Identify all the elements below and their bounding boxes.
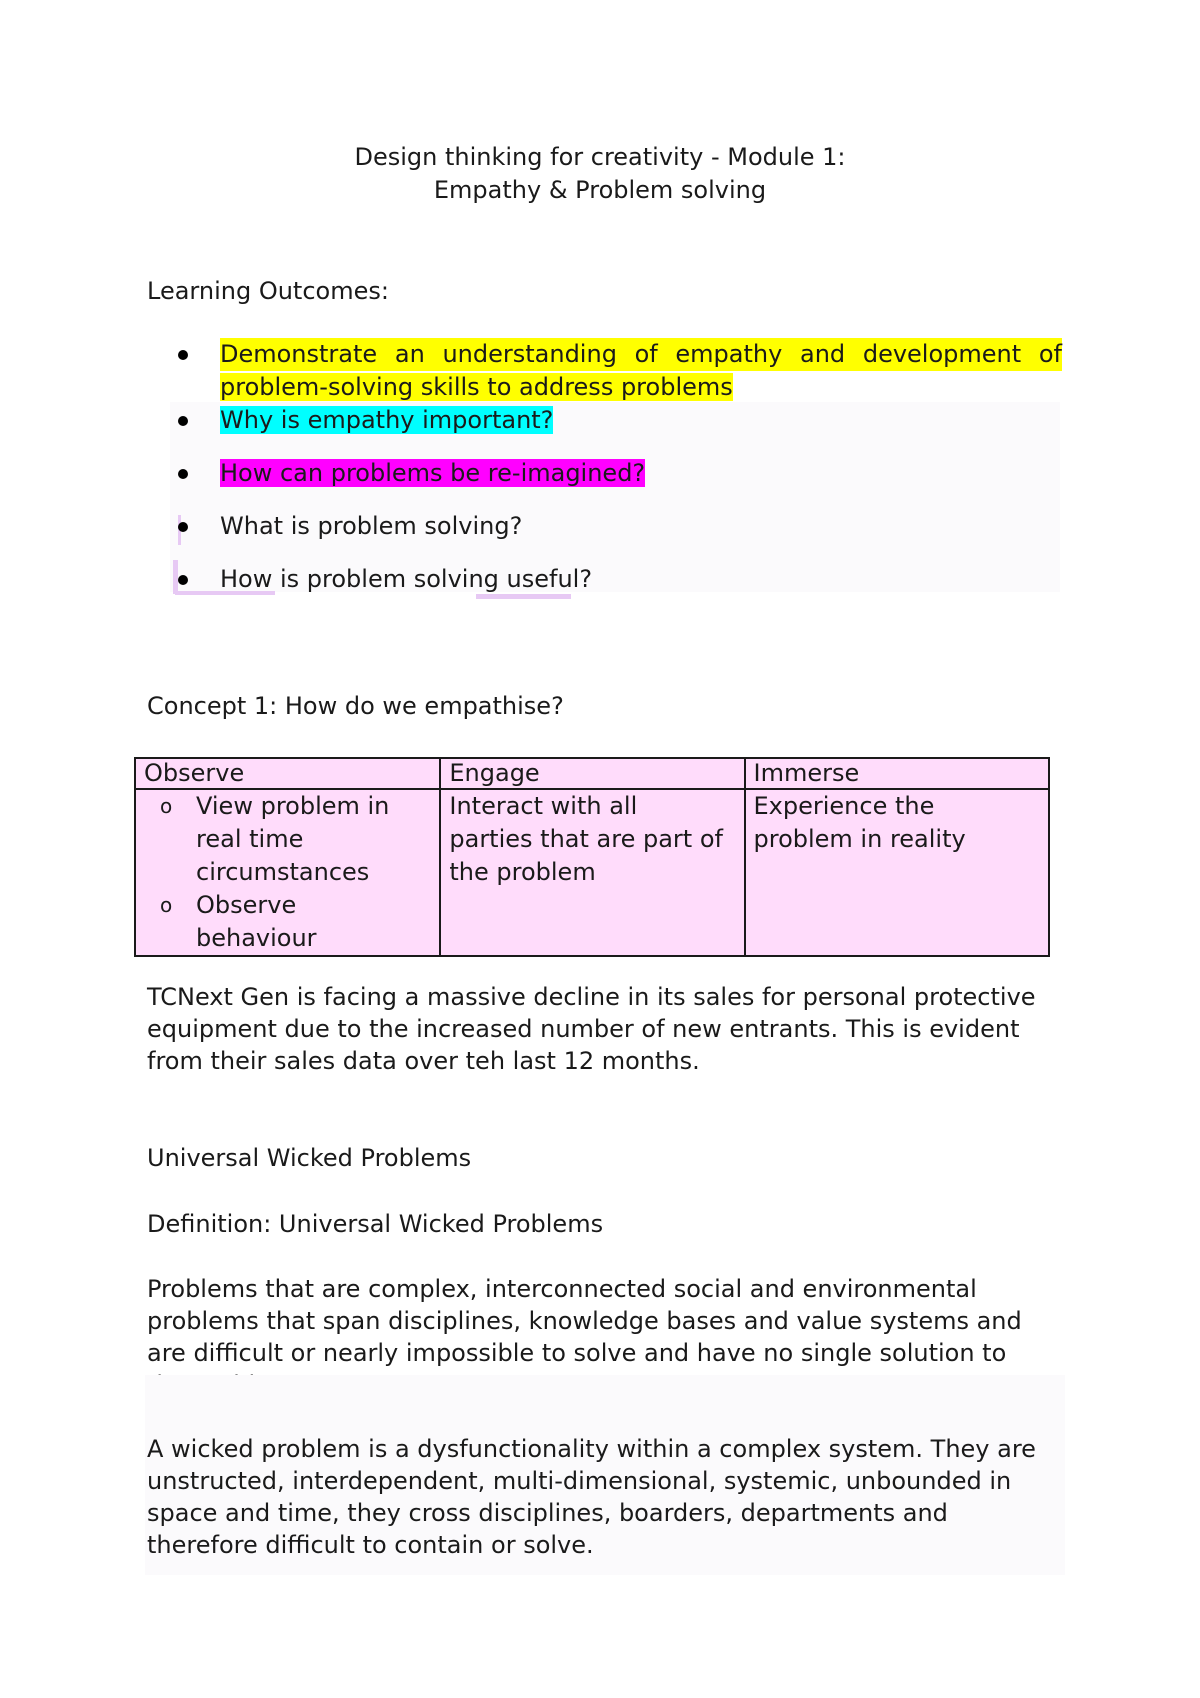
word: development: [862, 340, 1022, 368]
wicked-heading: Universal Wicked Problems: [147, 1144, 472, 1172]
immerse-cell: [745, 789, 1050, 956]
observe-item-2-line-2: behaviour: [196, 924, 317, 952]
case-line-2: equipment due to the increased number of new entrants. This is evident: [147, 1015, 1020, 1043]
outcome-1-line-2: problem-solving skills to address problems: [220, 373, 733, 401]
definition-line-1: Problems that are complex, interconnected social and environmental: [147, 1275, 977, 1303]
observe-item-1-line-2: real time: [196, 825, 304, 853]
word: an: [394, 340, 425, 368]
description-line-4: therefore difficult to contain or solve.: [147, 1531, 594, 1559]
word: of: [634, 340, 658, 368]
definition-line-3: are difficult or nearly impossible to solve and have no single solution to: [147, 1339, 1007, 1367]
list-item: [196, 790, 431, 889]
word: and: [800, 340, 846, 368]
case-line-1: TCNext Gen is facing a massive decline in its sales for personal protective: [147, 983, 1036, 1011]
observe-cell: [135, 789, 440, 956]
concept-1-heading: Concept 1: How do we empathise?: [147, 692, 564, 720]
description-line-3: space and time, they cross disciplines, boarders, departments and: [147, 1499, 948, 1527]
observe-item-1-line-1: o View problem in: [196, 792, 390, 820]
outcome-4-text: What is problem solving?: [220, 512, 523, 540]
description-line-1: A wicked problem is a dysfunctionality within a complex system. They are: [147, 1435, 1036, 1463]
immerse-line-1: Experience the: [753, 792, 935, 820]
word: empathy: [675, 340, 783, 368]
learning-outcomes-heading: Learning Outcomes:: [147, 277, 389, 305]
list-item: [196, 889, 431, 955]
outcome-2-text: Why is empathy important?: [220, 406, 554, 434]
title-line-1: Design thinking for creativity - Module 1:: [354, 143, 846, 171]
outcome-1-line-1: [220, 338, 1062, 371]
table-header-observe: Observe: [135, 758, 440, 789]
engage-line-1: Interact with all: [449, 792, 638, 820]
observe-list: [144, 790, 431, 955]
engage-line-3: the problem: [449, 858, 596, 886]
outcome-3-text: How can problems be re-imagined?: [220, 459, 646, 487]
definition-line-2: problems that span disciplines, knowledge bases and value systems and: [147, 1307, 1022, 1335]
word: Demonstrate: [220, 340, 378, 368]
observe-item-1-line-3: circumstances: [196, 858, 370, 886]
engage-cell: [440, 789, 744, 956]
case-paragraph: [147, 981, 1036, 1077]
word: of: [1038, 340, 1062, 368]
bullet-icon: [178, 350, 188, 360]
bullet-icon: [178, 416, 188, 426]
list-item: [220, 510, 522, 543]
bullet-icon: [178, 575, 188, 585]
engage-line-2: parties that are part of: [449, 825, 723, 853]
title-line-2: Empathy & Problem solving: [433, 176, 767, 204]
bullet-icon: [178, 522, 188, 532]
document-title: [0, 141, 1200, 207]
table-header-immerse: Immerse: [745, 758, 1050, 789]
empathise-table: [134, 757, 1050, 957]
list-item: [220, 404, 553, 437]
description-paragraph: [147, 1433, 1036, 1561]
list-item: [220, 563, 592, 596]
immerse-line-2: problem in reality: [753, 825, 966, 853]
outcome-5-text: How is problem solving useful?: [220, 565, 593, 593]
word: understanding: [442, 340, 617, 368]
description-line-2: unstructed, interdependent, multi-dimensional, systemic, unbounded in: [147, 1467, 1012, 1495]
list-item: [220, 338, 1062, 404]
case-line-3: from their sales data over teh last 12 months.: [147, 1047, 700, 1075]
definition-heading: Definition: Universal Wicked Problems: [147, 1210, 604, 1238]
pen-annotation-mark: [173, 560, 178, 594]
list-item: [220, 457, 645, 490]
observe-item-2-line-1: o Observe: [196, 891, 297, 919]
bullet-icon: [178, 469, 188, 479]
table-header-engage: Engage: [440, 758, 744, 789]
